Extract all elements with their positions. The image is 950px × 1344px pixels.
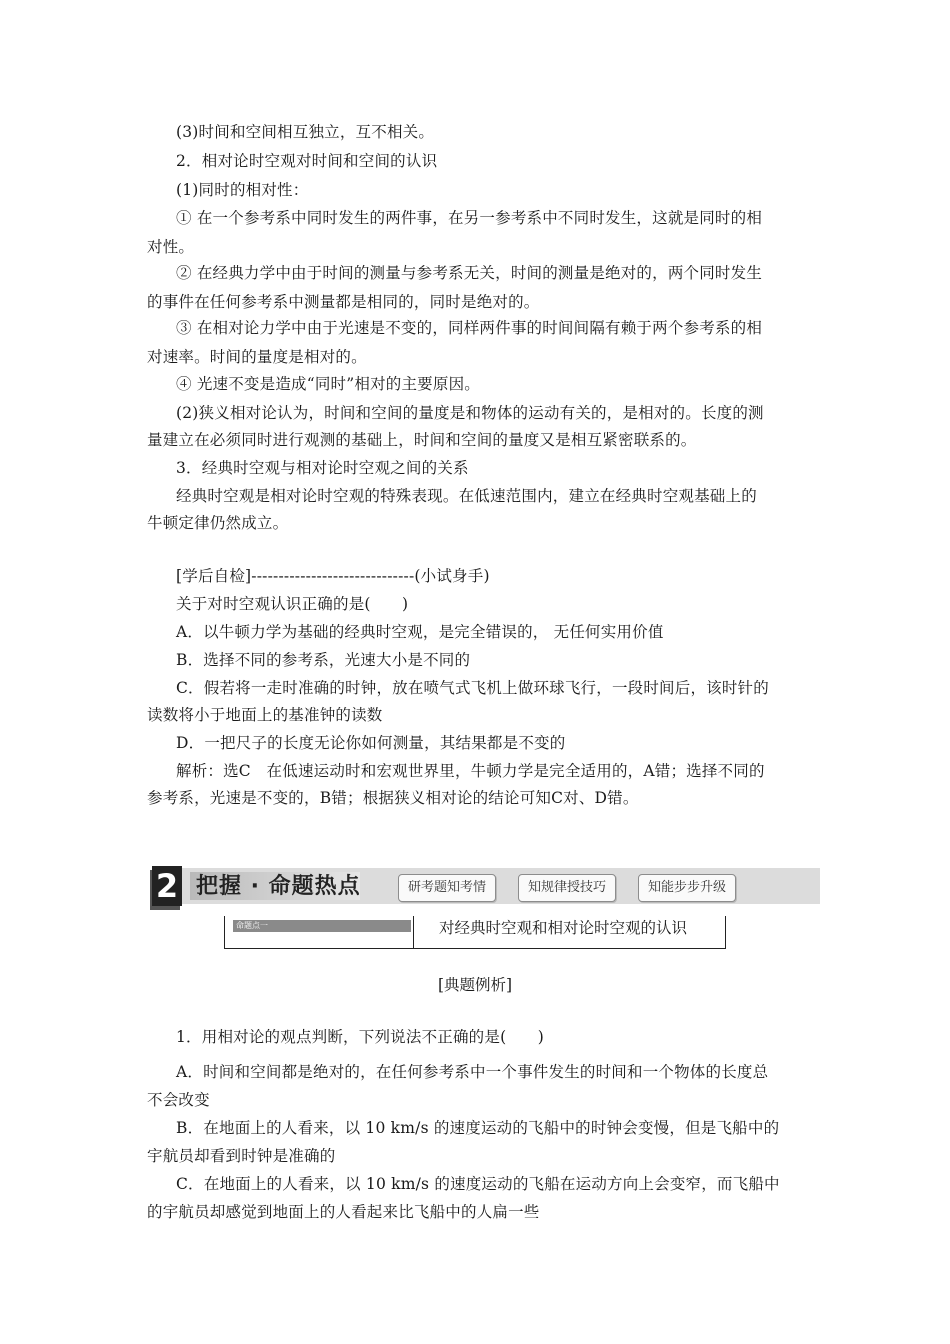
option-c-cont: 的宇航员却感觉到地面上的人看起来比飞船中的人扁一些 — [147, 1203, 540, 1221]
text-line: ③ 在相对论力学中由于光速是不变的，同样两件事的时间间隔有赖于两个参考系的相 — [176, 319, 763, 337]
text-line: (3)时间和空间相互独立，互不相关。 — [176, 123, 435, 141]
text-line: 牛顿定律仍然成立。 — [147, 514, 289, 532]
text-line: 对速率。时间的量度是相对的。 — [147, 348, 367, 366]
text-line: ④ 光速不变是造成“同时”相对的主要原因。 — [176, 375, 480, 393]
option-a: A．时间和空间都是绝对的，在任何参考系中一个事件发生的时间和一个物体的长度总 — [176, 1063, 769, 1081]
option-b: B．选择不同的参考系，光速大小是不同的 — [176, 651, 471, 669]
banner-title: 把握 · 命题热点 — [196, 874, 361, 899]
option-a: A．以牛顿力学为基础的经典时空观，是完全错误的， 无任何实用价值 — [176, 623, 664, 641]
option-b: B．在地面上的人看来，以 10 km/s 的速度运动的飞船中的时钟会变慢，但是飞船中的 — [176, 1119, 780, 1137]
text-line: ① 在一个参考系中同时发生的两件事，在另一参考系中不同时发生，这就是同时的相 — [176, 209, 763, 227]
section-heading: 3．经典时空观与相对论时空观之间的关系 — [176, 459, 469, 477]
question-text: 关于对时空观认识正确的是( ) — [176, 595, 409, 613]
analysis-text: 解析：选C 在低速运动时和宏观世界里，牛顿力学是完全适用的，A错；选择不同的 — [176, 762, 765, 780]
section-banner — [150, 866, 820, 908]
text-line: 对性。 — [147, 238, 195, 256]
option-c-cont: 读数将小于地面上的基准钟的读数 — [147, 706, 383, 724]
section-number-badge: 2 — [152, 866, 182, 906]
pill-exam-trends: 研考题知考情 — [398, 874, 496, 902]
option-c: C．在地面上的人看来，以 10 km/s 的速度运动的飞船在运动方向上会变窄，而飞船中 — [176, 1175, 780, 1193]
option-c: C．假若将一走时准确的时钟，放在喷气式飞机上做环球飞行，一段时间后，该时针的 — [176, 679, 769, 697]
text-line: ② 在经典力学中由于时间的测量与参考系无关，时间的测量是绝对的，两个同时发生 — [176, 264, 763, 282]
text-line: (2)狭义相对论认为，时间和空间的量度是和物体的运动有关的，是相对的。长度的测 — [176, 404, 764, 422]
pill-step-up: 知能步步升级 — [638, 874, 736, 902]
question-text: 1．用相对论的观点判断，下列说法不正确的是( ) — [176, 1028, 544, 1046]
option-d: D．一把尺子的长度无论你如何测量，其结果都是不变的 — [176, 734, 566, 752]
topic-label: 命题点一 — [233, 920, 411, 932]
section-heading: 2．相对论时空观对时间和空间的认识 — [176, 152, 438, 170]
text-line: 量建立在必须同时进行观测的基础上，时间和空间的量度又是相互紧密联系的。 — [147, 431, 697, 449]
analysis-text-cont: 参考系，光速是不变的，B错；根据狭义相对论的结论可知C对、D错。 — [147, 789, 639, 807]
self-check-header: [学后自检]------------------------------(小试身手) — [176, 567, 490, 585]
text-line: 经典时空观是相对论时空观的特殊表现。在低速范围内，建立在经典时空观基础上的 — [176, 487, 757, 505]
option-b-cont: 宇航员却看到时钟是准确的 — [147, 1147, 336, 1165]
text-line: 的事件在任何参考系中测量都是相同的，同时是绝对的。 — [147, 293, 540, 311]
text-line: (1)同时的相对性： — [176, 181, 309, 199]
topic-box — [224, 916, 726, 949]
example-heading: [典题例析] — [437, 976, 513, 994]
pill-rules-skills: 知规律授技巧 — [518, 874, 616, 902]
option-a-cont: 不会改变 — [147, 1091, 210, 1109]
topic-divider — [413, 916, 414, 948]
topic-title: 对经典时空观和相对论时空观的认识 — [439, 919, 688, 937]
